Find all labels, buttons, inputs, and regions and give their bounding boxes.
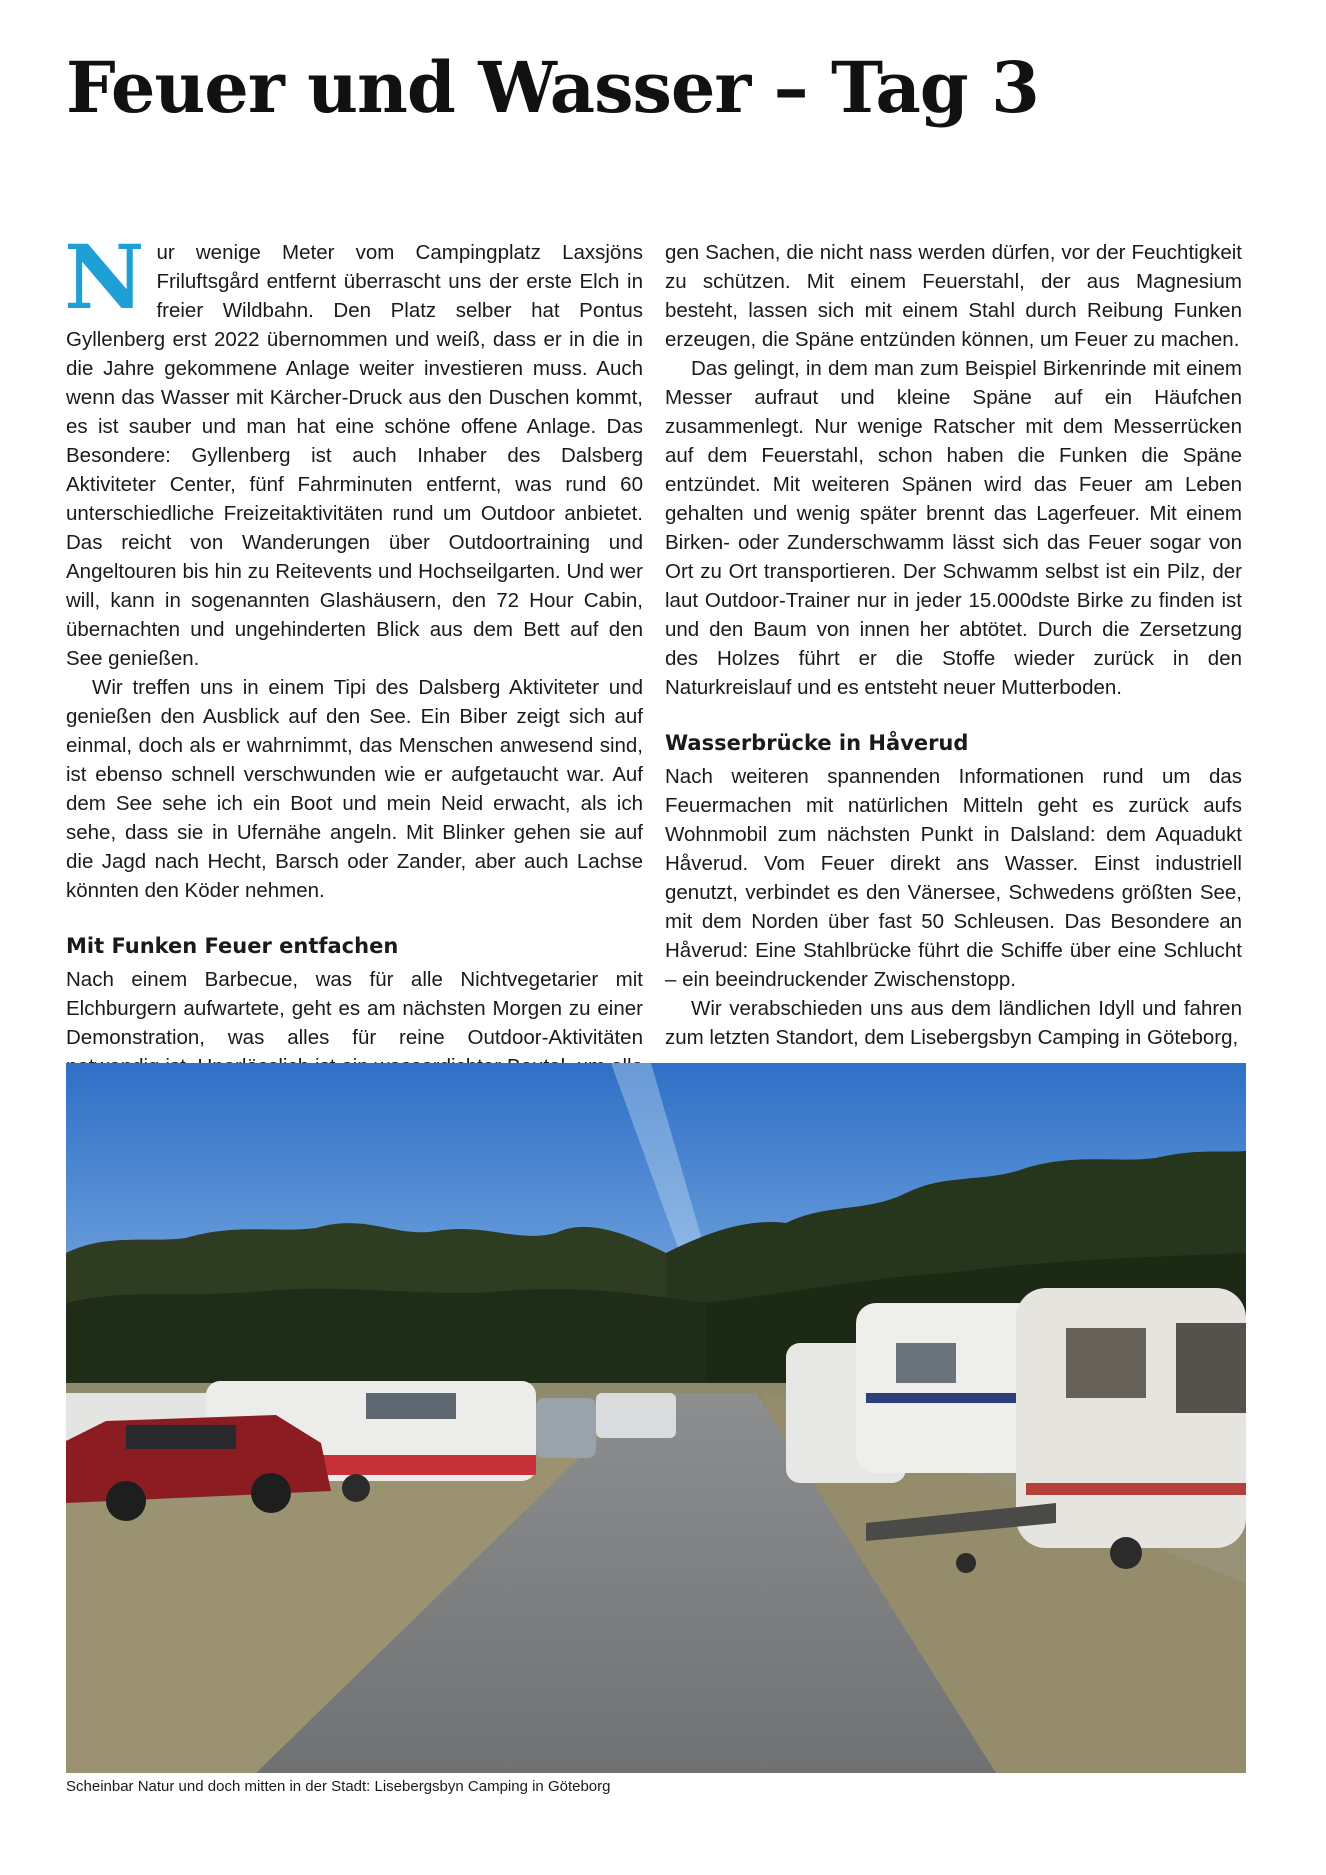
paragraph-tipi: Wir treffen uns in einem Tipi des Dalsberg Aktiviteter und genießen den Ausblick auf den See. Ein Biber zeigt sich auf einmal, doch als er wahrnimmt, das Menschen anwesend sind, ist ebenso schnell verschwunden wie er aufgetaucht war. Auf dem See sehe ich ein Boot und mein Neid erwacht, als ich sehe, dass sie in Ufernähe angeln. Mit Blinker gehen sie auf die Jagd nach Hecht, Barsch oder Zander, aber auch Lachse könnten den Köder nehmen. <box>66 676 643 902</box>
paragraph-haverud: Nach weiteren spannenden Informationen rund um das Feuermachen mit natürlichen Mitteln geht es zurück aufs Wohnmobil zum nächsten Punkt in Dalsland: dem Aquadukt Håverud. Vom Feuer direkt ans Wasser. Einst industriell genutzt, verbindet es den Vänersee, Schwedens größten See, mit dem Norden über fast 50 Schleusen. Das Besondere an Håverud: Eine Stahlbrücke führt die Schiffe über eine Schlucht – ein beeindruckender Zwischenstopp. <box>665 765 1242 991</box>
intro-text: ur wenige Meter vom Campingplatz Laxsjöns Friluftsgård entfernt überrascht uns der erste Elch in freier Wildbahn. Den Platz selber hat Pontus Gyllenberg erst 2022 übernommen und weiß, dass er in die in die Jahre gekommene Anlage weiter investieren muss. Auch wenn das Wasser mit Kärcher-Druck aus den Duschen kommt, es ist sauber und man hat eine schöne offene Anlage. Das Besondere: Gyllenberg ist auch Inhaber des Dalsberg Aktiviteter Center, fünf Fahrminuten entfernt, was rund 60 unterschiedliche Freizeitaktivitäten rund um Outdoor anbietet. Das reicht von Wanderungen über Outdoortraining und Angeltouren bis hin zu Reitevents und Hochseilgarten. Und wer will, kann in sogenannten Glashäusern, den 72 Hour Cabin, übernachten und ungehinderten Blick aus dem Bett auf den See genießen. <box>66 241 643 670</box>
paragraph-feuerstahl: gen Sachen, die nicht nass werden dürfen, vor der Feuchtigkeit zu schützen. Mit einem Feuerstahl, der aus Magnesium besteht, lassen sich mit einem Stahl durch Reibung Funken erzeugen, die Späne entzünden können, um Feuer zu machen. <box>665 241 1242 351</box>
intro-paragraph <box>64 225 643 673</box>
photo-caption: Scheinbar Natur und doch mitten in der Stadt: Lisebergsbyn Camping in Göteborg <box>66 1778 611 1795</box>
article-title: Feuer und Wasser – Tag 3 <box>66 46 1039 129</box>
left-column <box>64 225 643 1110</box>
paragraph-goeteborg: Wir verabschieden uns aus dem ländlichen Idyll und fahren zum letzten Standort, dem Lisebergsbyn Camping in Göteborg, <box>665 997 1242 1049</box>
campsite-photo <box>66 1063 1246 1773</box>
drop-cap: N <box>64 225 145 329</box>
right-column <box>665 238 1242 1052</box>
paragraph-birkenrinde: Das gelingt, in dem man zum Beispiel Birkenrinde mit einem Messer aufraut und kleine Späne auf ein Häufchen zusammenlegt. Nur wenige Ratscher mit dem Messerrücken auf dem Feuerstahl, schon haben die Funken die Späne entzündet. Mit weiteren Spänen wird das Feuer am Leben gehalten und wenig später brennt das Lagerfeuer. Mit einem Birken- oder Zunderschwamm lässt sich das Feuer sogar von Ort zu Ort transportieren. Der Schwamm selbst ist ein Pilz, der laut Outdoor-Trainer nur in jeder 15.000dste Birke zu finden ist und den Baum von innen her abtötet. Durch die Zersetzung des Holzes führt er die Stoffe wieder zurück in den Naturkreislauf und es entsteht neuer Mutterboden. <box>665 357 1242 699</box>
heading-wasserbruecke: Wasserbrücke in Håverud <box>665 731 969 755</box>
paragraph-barbecue: Nach einem Barbecue, was für alle Nichtvegetarier mit Elchburgern aufwartete, geht es am nächsten Morgen zu einer Demonstration, was alles für reine Outdoor-Aktivitäten <box>66 968 643 1049</box>
heading-funken: Mit Funken Feuer entfachen <box>66 934 399 958</box>
